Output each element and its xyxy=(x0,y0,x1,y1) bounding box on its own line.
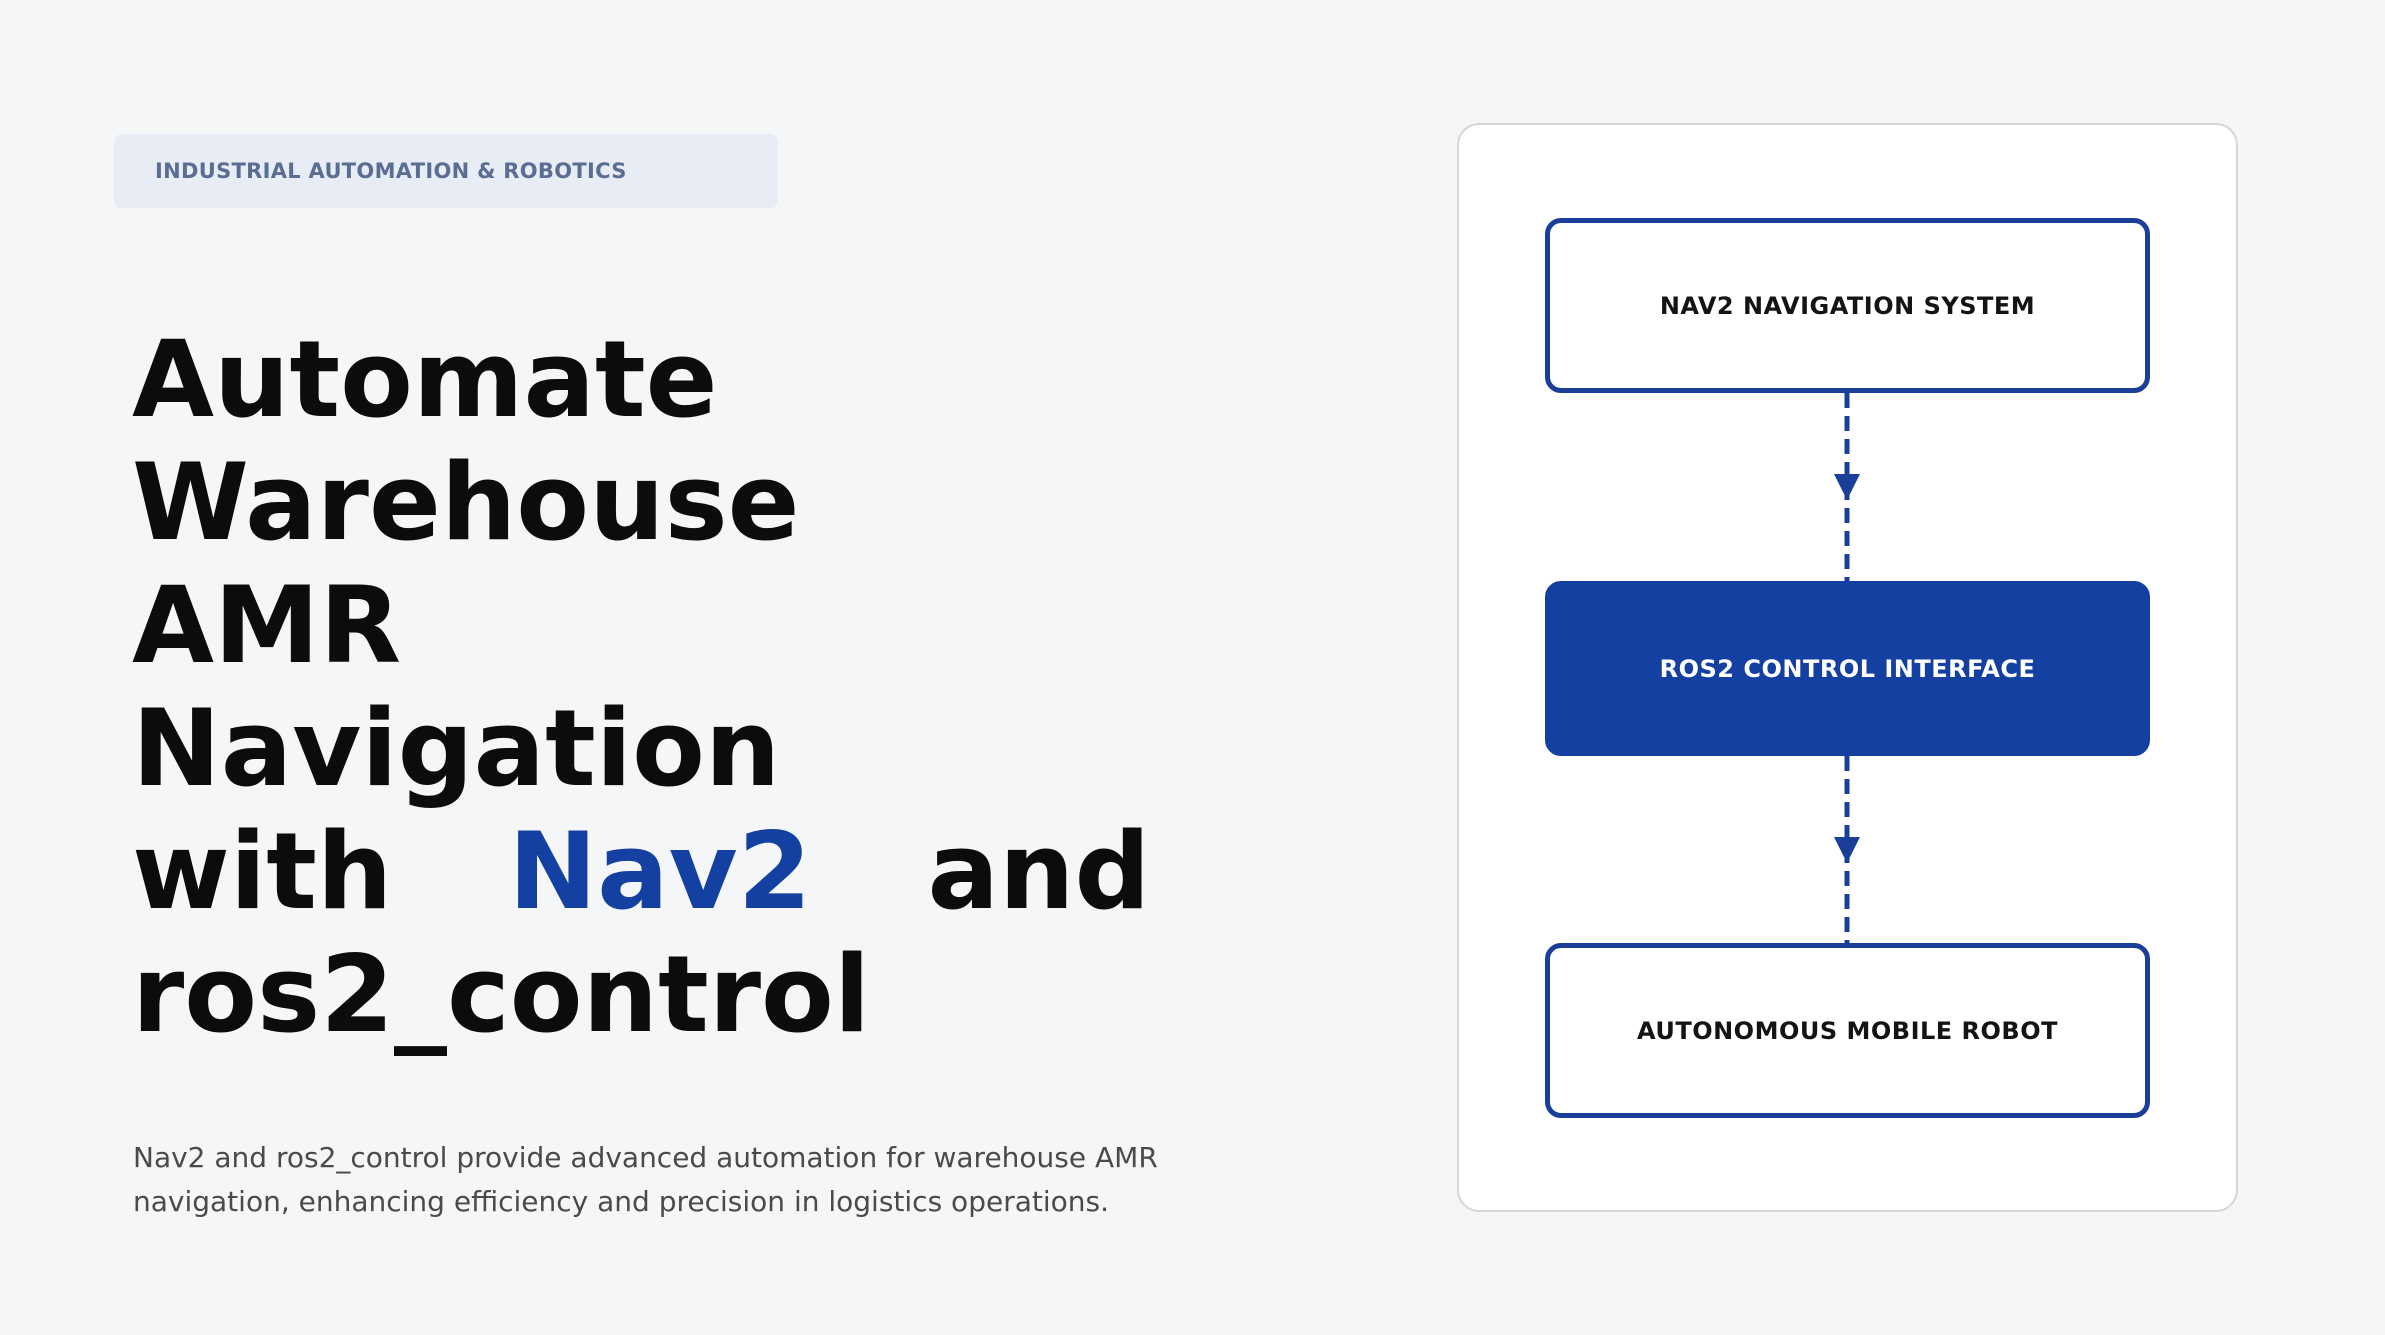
node-label: ROS2 CONTROL INTERFACE xyxy=(1659,654,2036,683)
headline-line-1: Automate xyxy=(132,318,718,441)
node-label: AUTONOMOUS MOBILE ROBOT xyxy=(1637,1016,2058,1045)
headline-with: with xyxy=(132,810,393,933)
node-nav2-navigation-system xyxy=(1545,218,2150,393)
headline-line-4: Navigation xyxy=(132,687,781,810)
arrow-down-icon xyxy=(1834,474,1860,500)
headline xyxy=(132,318,1150,1056)
headline-line-2: Warehouse xyxy=(132,441,800,564)
headline-line-3: AMR xyxy=(132,564,402,687)
headline-line-5 xyxy=(132,810,1150,933)
arrow-down-icon xyxy=(1834,837,1860,863)
category-tag-label: INDUSTRIAL AUTOMATION & ROBOTICS xyxy=(155,159,627,183)
node-label: NAV2 NAVIGATION SYSTEM xyxy=(1659,291,2036,320)
node-ros2-control-interface xyxy=(1545,581,2150,756)
headline-accent-nav2: Nav2 xyxy=(508,810,812,933)
headline-and: and xyxy=(927,810,1151,933)
category-tag xyxy=(114,134,778,208)
description: Nav2 and ros2_control provide advanced automation for warehouse AMR navigation, enhancing efficiency and precision in logistics operations. xyxy=(133,1141,1158,1218)
node-autonomous-mobile-robot xyxy=(1545,943,2150,1118)
headline-line-6: ros2_control xyxy=(132,933,871,1056)
